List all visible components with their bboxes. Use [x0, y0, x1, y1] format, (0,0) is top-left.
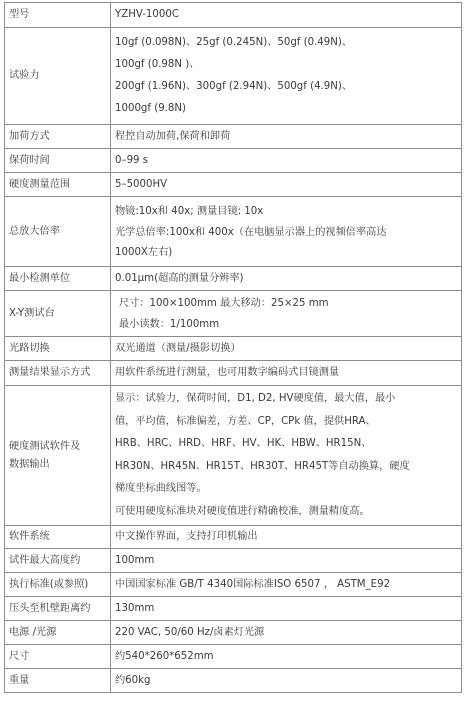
row-value-xy-stage: 尺寸：100×100mm 最大移动：25×25 mm 最小读数：1/100mm [111, 291, 462, 337]
table-row [5, 645, 462, 669]
table-row [5, 669, 462, 693]
row-value-dimensions: 约540*260*652mm [111, 645, 462, 669]
row-label-loading-method: 加荷方式 [5, 125, 111, 149]
row-value-power-light: 220 VAC, 50/60 Hz/卤素灯光源 [111, 621, 462, 645]
row-label-standard: 执行标准(或参照) [5, 573, 111, 597]
table-row [5, 549, 462, 573]
table-row [5, 267, 462, 291]
row-value-model: YZHV-1000C [111, 3, 462, 28]
row-value-weight: 约60kg [111, 669, 462, 693]
row-label-dwell-time: 保荷时间 [5, 149, 111, 173]
table-row [5, 291, 462, 337]
row-value-standard: 中国国家标准 GB/T 4340国际标准ISO 6507 ， ASTM_E92 [111, 573, 462, 597]
row-value-loading-method: 程控自动加荷,保荷和卸荷 [111, 125, 462, 149]
row-label-max-height: 试件最大高度约 [5, 549, 111, 573]
table-row [5, 173, 462, 197]
table-row [5, 361, 462, 386]
row-value-magnification: 物镜:10x和 40x; 测量目镜: 10x 光学总倍率:100x和 400x（在电脑显示器上的视频倍率高达 1000X左右) [111, 197, 462, 267]
row-label-test-force: 试验力 [5, 28, 111, 125]
row-label-weight: 重量 [5, 669, 111, 693]
row-label-optical-switch: 光路切换 [5, 337, 111, 361]
row-label-magnification: 总放大倍率 [5, 197, 111, 267]
spec-table [4, 2, 462, 693]
table-row [5, 149, 462, 173]
row-value-test-force: 10gf (0.098N)、25gf (0.245N)、50gf (0.49N)、 100gf (0.98N )、 200gf (1.96N)、300gf (2.94N)、500gf (4.9N)、 1000gf (9.8N) [111, 28, 462, 125]
row-label-hardness-range: 硬度测量范围 [5, 173, 111, 197]
row-label-min-unit: 最小检测单位 [5, 267, 111, 291]
row-value-max-height: 100mm [111, 549, 462, 573]
table-row [5, 526, 462, 549]
row-label-model: 型号 [5, 3, 111, 28]
row-value-software-output: 显示：试验力，保荷时间，D1, D2, HV硬度值，最大值，最小 值，平均值，标准偏差，方差、CP，CPk 值，提供HRA、 HRB、HRC、HRD、HRF、HV、HK、HBW、HR15N、 HR30N、HR45N、HR15T、HR30T、HR45T等自动换算，硬度 梯度坐标曲线图等。 可使用硬度标准块对硬度值进行精确校准，测量精度高。 [111, 386, 462, 526]
row-label-software-system: 软件系统 [5, 526, 111, 549]
row-label-software-output: 硬度测试软件及 数据输出 [5, 386, 111, 526]
row-value-hardness-range: 5–5000HV [111, 173, 462, 197]
table-row [5, 621, 462, 645]
row-value-dwell-time: 0–99 s [111, 149, 462, 173]
row-value-result-display: 用软件系统进行测量，也可用数字编码式目镜测量 [111, 361, 462, 386]
row-label-dimensions: 尺寸 [5, 645, 111, 669]
table-row [5, 573, 462, 597]
table-row [5, 125, 462, 149]
table-row [5, 337, 462, 361]
row-label-indenter-distance: 压头至机壁距离约 [5, 597, 111, 621]
table-row [5, 386, 462, 526]
row-value-min-unit: 0.01μm(超高的测量分辨率) [111, 267, 462, 291]
row-value-software-system: 中文操作界面，支持打印机输出 [111, 526, 462, 549]
row-value-optical-switch: 双光通道（测量/摄影切换） [111, 337, 462, 361]
table-row [5, 597, 462, 621]
table-row [5, 197, 462, 267]
row-value-indenter-distance: 130mm [111, 597, 462, 621]
table-row [5, 28, 462, 125]
row-label-xy-stage: X-Y测试台 [5, 291, 111, 337]
row-label-power-light: 电源 /光源 [5, 621, 111, 645]
row-label-result-display: 测量结果显示方式 [5, 361, 111, 386]
table-row [5, 3, 462, 28]
